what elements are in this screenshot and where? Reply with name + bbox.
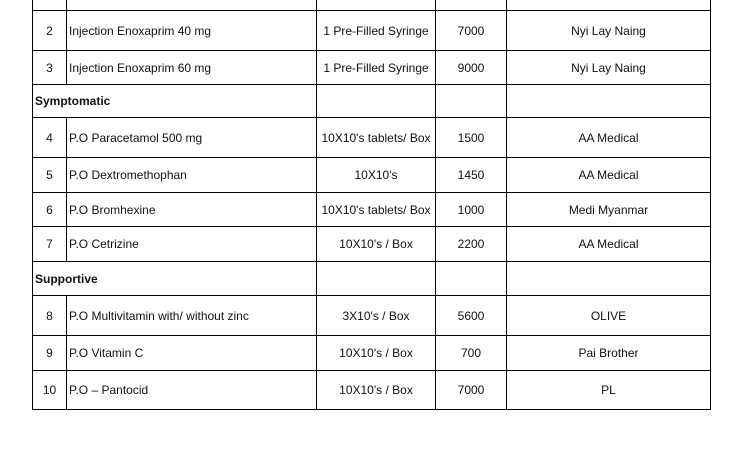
- cell-price: 2200: [436, 227, 507, 262]
- cell-unit: 1 Pre-Filled Syringe: [317, 11, 436, 51]
- table-row: [33, 118, 711, 158]
- cell-price: 700: [436, 336, 507, 371]
- cell-price: 1450: [436, 158, 507, 193]
- cell-unit: 10X10's tablets/ Box: [317, 118, 436, 158]
- cell-supplier: AA Medical: [507, 158, 711, 193]
- cell-item: P.O Cetrizine: [67, 227, 317, 262]
- cell-unit: 10X10's / Box: [317, 371, 436, 410]
- cell-unit: 10X10's / Box: [317, 227, 436, 262]
- cell-no: 2: [33, 11, 67, 51]
- medicine-price-table: [32, 0, 711, 410]
- table-row-partial: [33, 0, 711, 11]
- cell-no: 3: [33, 51, 67, 85]
- cell-no: 10: [33, 371, 67, 410]
- cell-unit: 10X10's tablets/ Box: [317, 193, 436, 227]
- cell-supplier: [507, 262, 711, 296]
- cell-item: [67, 0, 317, 11]
- cell-price: [436, 262, 507, 296]
- cell-no: 7: [33, 227, 67, 262]
- cell-item: P.O Dextromethophan: [67, 158, 317, 193]
- table-row: [33, 371, 711, 410]
- cell-supplier: AA Medical: [507, 227, 711, 262]
- cell-supplier: Nyi Lay Naing: [507, 11, 711, 51]
- section-heading: Supportive: [33, 262, 317, 296]
- cell-item: P.O Paracetamol 500 mg: [67, 118, 317, 158]
- cell-supplier: Nyi Lay Naing: [507, 51, 711, 85]
- cell-supplier: Pai Brother: [507, 336, 711, 371]
- cell-item: Injection Enoxaprim 40 mg: [67, 11, 317, 51]
- section-row-supportive: [33, 262, 711, 296]
- cell-price: [436, 0, 507, 11]
- cell-supplier: Medi Myanmar: [507, 193, 711, 227]
- section-row-symptomatic: [33, 85, 711, 118]
- cell-no: 9: [33, 336, 67, 371]
- section-heading: Symptomatic: [33, 85, 317, 118]
- cell-item: Injection Enoxaprim 60 mg: [67, 51, 317, 85]
- cell-unit: 10X10's: [317, 158, 436, 193]
- table-row: [33, 11, 711, 51]
- table-row: [33, 227, 711, 262]
- cell-item: P.O – Pantocid: [67, 371, 317, 410]
- table-row: [33, 336, 711, 371]
- cell-price: 7000: [436, 371, 507, 410]
- cell-no: 6: [33, 193, 67, 227]
- cell-price: 1000: [436, 193, 507, 227]
- cell-unit: 1 Pre-Filled Syringe: [317, 51, 436, 85]
- table-row: [33, 193, 711, 227]
- cell-no: 4: [33, 118, 67, 158]
- cell-unit: 3X10's / Box: [317, 296, 436, 336]
- cell-item: P.O Vitamin C: [67, 336, 317, 371]
- cell-item: P.O Multivitamin with/ without zinc: [67, 296, 317, 336]
- cell-unit: [317, 85, 436, 118]
- cell-price: 9000: [436, 51, 507, 85]
- cell-price: 5600: [436, 296, 507, 336]
- cell-no: 8: [33, 296, 67, 336]
- cell-supplier: [507, 0, 711, 11]
- cell-supplier: AA Medical: [507, 118, 711, 158]
- cell-no: 5: [33, 158, 67, 193]
- cell-unit: [317, 262, 436, 296]
- cell-price: [436, 85, 507, 118]
- cell-unit: [317, 0, 436, 11]
- cell-item: P.O Bromhexine: [67, 193, 317, 227]
- cell-unit: 10X10's / Box: [317, 336, 436, 371]
- table-row: [33, 158, 711, 193]
- cell-supplier: PL: [507, 371, 711, 410]
- table-row: [33, 296, 711, 336]
- cell-supplier: OLIVE: [507, 296, 711, 336]
- cell-price: 7000: [436, 11, 507, 51]
- cell-supplier: [507, 85, 711, 118]
- cell-no: [33, 0, 67, 11]
- table-row: [33, 51, 711, 85]
- cell-price: 1500: [436, 118, 507, 158]
